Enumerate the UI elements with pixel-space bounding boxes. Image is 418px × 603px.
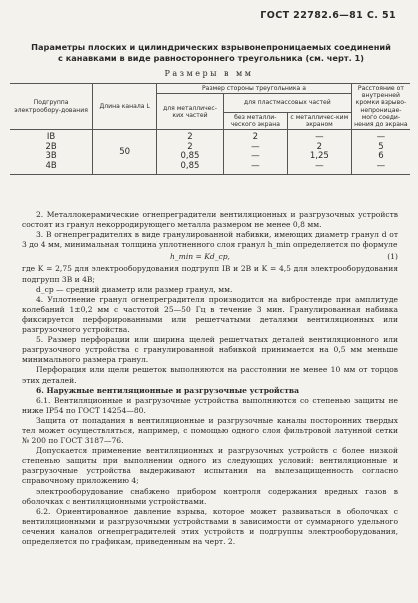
cell-subgroup: 3B xyxy=(45,151,57,162)
table-title: Параметры плоских и цилиндрических взрывонепроницаемых соединений с канавками в виде равностороннего треугольника (см. черт. 1) xyxy=(31,42,391,63)
cell-subgroups xyxy=(10,130,93,174)
header-with-screen: с металличес-ким экраном xyxy=(287,112,351,129)
header-subgroup: Подгруппа электрообору-дования xyxy=(10,84,93,130)
paragraph-4: 4. Уплотнение гранул огнепреградителя производится на вибростенде при амплитуде колебаний 1±0,2 мм с частотой 25—50 Гц в течение 3 мин. Гранулированная набивка фиксируется перфорированными или решетчатыми деталями вентиляционных или разгрузочного устройства. xyxy=(22,294,398,335)
paragraph-where-2: d_cp — средний диаметр или размер гранул, мм. xyxy=(36,284,233,294)
paragraph-6-1-d: электрооборудование снабжено прибором контроля содержания вредных газов в оболочках с вентиляционными устройствами. xyxy=(22,486,398,506)
formula-number: (1) xyxy=(387,252,398,262)
cell-with-screen-value: — xyxy=(315,161,324,171)
paragraph-5b: Перфорация или щели решеток выполняются на расстоянии не менее 10 мм от торцов этих деталей. xyxy=(22,365,398,385)
cell-no-screen-value: — xyxy=(251,161,260,171)
cell-no-screen xyxy=(223,130,287,174)
section-6-heading: 6. Наружные вентиляционные и разгрузочные устройства xyxy=(36,385,300,395)
header-no-screen: без металли-ческого экрана xyxy=(223,112,287,129)
cell-distance-value: 5 xyxy=(378,141,384,152)
cell-with-screen-value: 2 xyxy=(316,141,323,152)
paragraph-where-1: где K = 2,75 для электрооборудования подгрупп IB и 2B и K = 4,5 для электрооборудования подгрупп 3B и 4B; xyxy=(22,264,398,284)
cell-subgroup: IB xyxy=(46,132,56,143)
cell-distance-value: — xyxy=(376,132,386,143)
header-triangle-side: Размер стороны треугольника a xyxy=(157,84,352,94)
paragraph-6-2: 6.2. Ориентированное давление взрыва, которое может развиваться в оболочках с вентиляционными и разгрузочными устройствами в зависимости от суммарного удельного сечения каналов огнепреградителей этих устройств и подгруппы электрооборудования, определяется по графикам, приведенным на черт. 2. xyxy=(22,506,398,546)
cell-subgroup: 4B xyxy=(45,161,57,171)
cell-metal-value: 0,85 xyxy=(180,161,200,171)
header-metal: для металличес-ких частей xyxy=(157,94,224,130)
header-distance: Расстояние от внутренней кромки взрыво-непроницае-мого соеди-нения до экрана xyxy=(351,84,410,130)
cell-with-screen xyxy=(287,130,351,174)
cell-distance xyxy=(351,130,410,174)
units-note: Размеры в мм xyxy=(164,69,254,78)
cell-no-screen-value: — xyxy=(251,141,260,152)
paragraph-6-1: 6.1. Вентиляционные и разгрузочные устройства выполняются со степенью защиты не ниже IP54 по ГОСТ 14254—80. xyxy=(22,395,398,415)
header-plastic: для пластмассовых частей xyxy=(223,94,351,113)
cell-length: 50 xyxy=(93,130,157,174)
cell-metal xyxy=(157,130,224,174)
cell-distance-value: 6 xyxy=(378,151,384,162)
cell-with-screen-value: 1,25 xyxy=(309,151,329,162)
cell-no-screen-value: 2 xyxy=(252,132,259,143)
body-text xyxy=(22,210,398,547)
cell-subgroup: 2B xyxy=(45,141,57,152)
page-header: ГОСТ 22782.6—81 С. 51 xyxy=(260,10,396,21)
cell-distance-value: — xyxy=(376,161,386,171)
formula-expression: h_min = Kd_cp, xyxy=(170,252,230,262)
paragraph-5: 5. Размер перфорации или ширина щелей решетчатых деталей вентиляционного или разгрузочного устройства с гранулированной набивкой принимается на 0,5 мм меньше минимального размера гранул. xyxy=(22,335,398,365)
cell-metal-value: 2 xyxy=(187,132,193,143)
paragraph-3: 3. В огнепреградителях в виде гранулированной набивки, имеющих диаметр гранул d от 3 до 4 мм, минимальная толщина уплотненного слоя гранул h_min определяется по формуле xyxy=(22,230,398,250)
formula-1 xyxy=(22,252,398,262)
cell-metal-value: 2 xyxy=(187,141,193,152)
parameters-table xyxy=(10,83,410,175)
paragraph-6-1-c: Допускается применение вентиляционных и разгрузочных устройств с более низкой степенью защиты при выполнении одного из следующих условий: вентиляционные и разгрузочные устройства выдерживают испытания на вылезащищенность согласно справочному приложению 4; xyxy=(22,446,398,486)
cell-metal-value: 0,85 xyxy=(180,151,200,162)
paragraph-2: 2. Металлокерамические огнепреградители вентиляционных и разгрузочных устройств состоят из гранул некорродирующего металла размером не менее 0,8 мм. xyxy=(22,210,398,230)
header-length: Длина канала L xyxy=(93,84,157,130)
cell-no-screen-value: — xyxy=(251,151,260,162)
table-data-row xyxy=(10,130,410,174)
cell-with-screen-value: — xyxy=(315,132,324,143)
paragraph-6-1-b: Защита от попадания в вентиляционные и разгрузочные каналы посторонних твердых тел может осуществляться, например, с помощью одного слоя фильтровой латунной сетки № 200 по ГОСТ 3187—76. xyxy=(22,415,398,446)
